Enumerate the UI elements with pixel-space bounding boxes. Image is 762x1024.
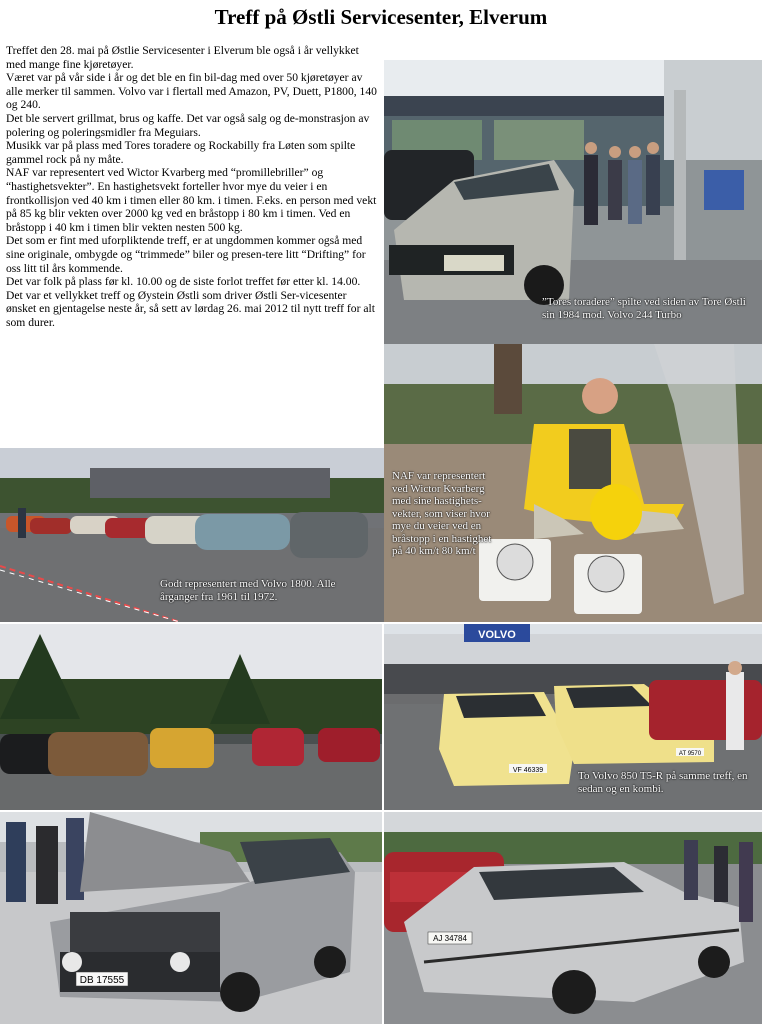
paragraph: Det som er fint med uforpliktende treff, er at ungdommen kommer også med sine originale, ombygde og “trimmede” biler og presen-tere litt “Drifting” for oss litt til års kommende. [6,234,366,275]
volvo-sign-text: VOLVO [478,629,516,641]
paragraph: Det var folk på plass før kl. 10.00 og de siste forlot treffet før etter kl. 14.00. [6,275,361,289]
page-title: Treff på Østli Servicesenter, Elverum [214,5,548,29]
plate-text: AJ 34784 [433,934,467,943]
photo-naf-scales [384,344,762,622]
photo-caption: Godt representert med Volvo 1800. Alle årganger fra 1961 til 1972. [160,578,336,603]
paragraph: NAF var representert ved Wictor Kvarberg med “promillebriller” og “hastighetsvekter”. En hastighetsvekt forteller hvor mye du veier i en frontkollisjon ved 40 km i timen eller 80 km. i timen. F.eks. en person med vekt på 85 kg blir vekten over 2000 kg ved en bråstopp i 80 km i timen. Ved en bråstopp i 40 km i timen blir vekten nesten 500 kg. [6,166,377,234]
photo-volvo-850 [384,624,762,810]
photo-volvo-1800 [0,448,384,622]
paragraph: Det var et vellykket treff og Øystein Østli som driver Østli Ser-vicesenter ønsket en gjentagelse neste år, så sett av lørdag 26. mai 2012 til nytt treff for alt som durer. [6,288,375,329]
plate-text: AT 9570 [678,751,702,757]
photo-caption: NAF var representert ved Wictor Kvarberg med sine hastighets-vekter, som viser hvor mye du veier ved en bråstopp i en hastighet på 40 km/t 80 km/t [392,470,492,557]
photo-caption: ”Tores toradere” spilte ved siden av Tore Østli sin 1984 mod. Volvo 244 Turbo [542,296,746,321]
photo-tores-toradere [384,60,762,344]
paragraph: Det ble servert grillmat, brus og kaffe. Det var også salg og de-monstrasjon av polering og poleringsmidler fra Meguiars. [6,111,370,139]
paragraph: Treffet den 28. mai på Østlie Servicesenter i Elverum ble også i år vellykket med mange fine kjøretøyer. [6,44,359,71]
plate-text: VF 46339 [512,767,544,774]
photo-parking-lot [0,624,382,810]
photo-volvo-242 [384,812,762,1024]
paragraph: Musikk var på plass med Tores toradere og Rockabilly fra Løten som spilte gammel rock på ny måte. [6,139,356,166]
plate-text: DB 17555 [79,975,125,986]
article-body [6,44,378,329]
photo-volvo-142 [0,812,382,1024]
photo-caption: To Volvo 850 T5-R på samme treff, en sedan og en kombi. [578,770,748,795]
paragraph: Været var på vår side i år og det ble en fin bil-dag med over 50 kjøretøyer av alle merker til sammen. Volvo var i flertall med Amazon, PV, Duett, P1800, 140 og 240. [6,71,377,112]
